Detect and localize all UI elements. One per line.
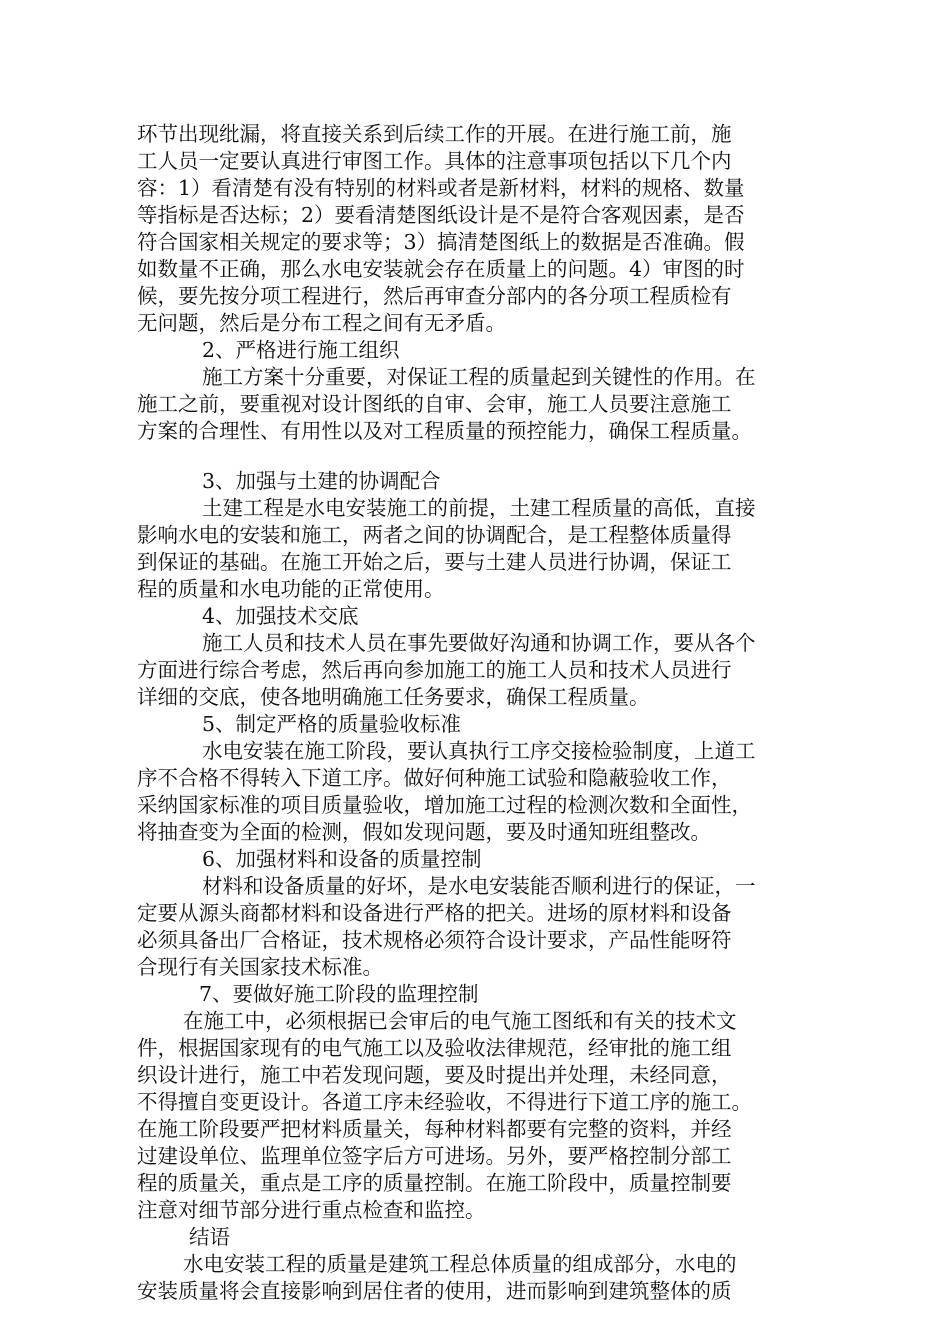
- body-line: 土建工程是水电安装施工的前提，土建工程质量的高低，直接: [202, 496, 756, 520]
- body-line: 在施工阶段要严把材料质量关，每种材料都要有完整的资料，并经: [137, 1117, 732, 1141]
- body-line: 工人员一定要认真进行审图工作。具体的注意事项包括以下几个内: [137, 149, 732, 173]
- body-line: 施工人员和技术人员在事先要做好沟通和协调工作，要从各个: [202, 631, 756, 655]
- body-line: 影响水电的安装和施工，两者之间的协调配合，是工程整体质量得: [137, 523, 732, 547]
- body-line: 水电安装工程的质量是建筑工程总体质量的组成部分，水电的: [183, 1252, 737, 1276]
- body-line: 不得擅自变更设计。各道工序未经验收，不得进行下道工序的施工。: [137, 1090, 752, 1114]
- section-heading: 结语: [189, 1225, 230, 1249]
- section-heading: 5、制定严格的质量验收标准: [202, 712, 462, 736]
- body-line: 符合国家相关规定的要求等；3）搞清楚图纸上的数据是否准确。假: [137, 230, 745, 254]
- body-line: 方案的合理性、有用性以及对工程质量的预控能力，确保工程质量。: [137, 419, 752, 443]
- document-body: [137, 121, 817, 1305]
- body-line: 织设计进行，施工中若发现问题，要及时提出并处理，未经同意，: [137, 1063, 732, 1087]
- body-line: 过建设单位、监理单位签字后方可进场。另外，要严格控制分部工: [137, 1144, 732, 1168]
- body-line: 安装质量将会直接影响到居住者的使用，进而影响到建筑整体的质: [137, 1279, 732, 1303]
- body-line: 方面进行综合考虑，然后再向参加施工的施工人员和技术人员进行: [137, 658, 732, 682]
- section-heading: 6、加强材料和设备的质量控制: [202, 847, 482, 871]
- body-line: 到保证的基础。在施工开始之后，要与土建人员进行协调，保证工: [137, 550, 732, 574]
- body-line: 定要从源头商都材料和设备进行严格的把关。进场的原材料和设备: [137, 901, 732, 925]
- body-line: 施工方案十分重要，对保证工程的质量起到关键性的作用。在: [202, 365, 756, 389]
- body-line: 候，要先按分项工程进行，然后再审查分部内的各分项工程质检有: [137, 284, 732, 308]
- body-line: 序不合格不得转入下道工序。做好何种施工试验和隐蔽验收工作，: [137, 766, 732, 790]
- section-heading: 7、要做好施工阶段的监理控制: [199, 982, 479, 1006]
- body-line: 容：1）看清楚有没有特别的材料或者是新材料，材料的规格、数量: [137, 176, 745, 200]
- body-line: 详细的交底，使各地明确施工任务要求，确保工程质量。: [137, 685, 650, 709]
- body-line: 环节出现纰漏，将直接关系到后续工作的开展。在进行施工前，施: [137, 122, 732, 146]
- body-line: 注意对细节部分进行重点检查和监控。: [137, 1198, 486, 1222]
- body-line: 程的质量和水电功能的正常使用。: [137, 577, 445, 601]
- paragraph-gap: [137, 445, 817, 468]
- body-line: 无问题，然后是分布工程之间有无矛盾。: [137, 311, 506, 335]
- section-heading: 4、加强技术交底: [202, 604, 359, 628]
- section-heading: 2、严格进行施工组织: [202, 338, 400, 362]
- body-line: 水电安装在施工阶段，要认真执行工序交接检验制度，上道工: [202, 739, 756, 763]
- body-line: 将抽查变为全面的检测，假如发现问题，要及时通知班组整改。: [137, 820, 711, 844]
- body-line: 在施工中，必须根据已会审后的电气施工图纸和有关的技术文: [183, 1009, 737, 1033]
- body-line: 采纳国家标准的项目质量验收，增加施工过程的检测次数和全面性，: [137, 793, 752, 817]
- body-line: 材料和设备质量的好坏，是水电安装能否顺利进行的保证，一: [202, 874, 756, 898]
- body-line: 如数量不正确，那么水电安装就会存在质量上的问题。4）审图的时: [137, 257, 745, 281]
- body-line: 等指标是否达标；2）要看清楚图纸设计是不是符合客观因素，是否: [137, 203, 745, 227]
- body-line: 程的质量关，重点是工序的质量控制。在施工阶段中，质量控制要: [137, 1171, 732, 1195]
- body-line: 合现行有关国家技术标准。: [137, 955, 383, 979]
- section-heading: 3、加强与土建的协调配合: [202, 469, 441, 493]
- body-line: 施工之前，要重视对设计图纸的自审、会审，施工人员要注意施工: [137, 392, 732, 416]
- body-line: 必须具备出厂合格证，技术规格必须符合设计要求，产品性能呀符: [137, 928, 732, 952]
- body-line: 件，根据国家现有的电气施工以及验收法律规范，经审批的施工组: [137, 1036, 732, 1060]
